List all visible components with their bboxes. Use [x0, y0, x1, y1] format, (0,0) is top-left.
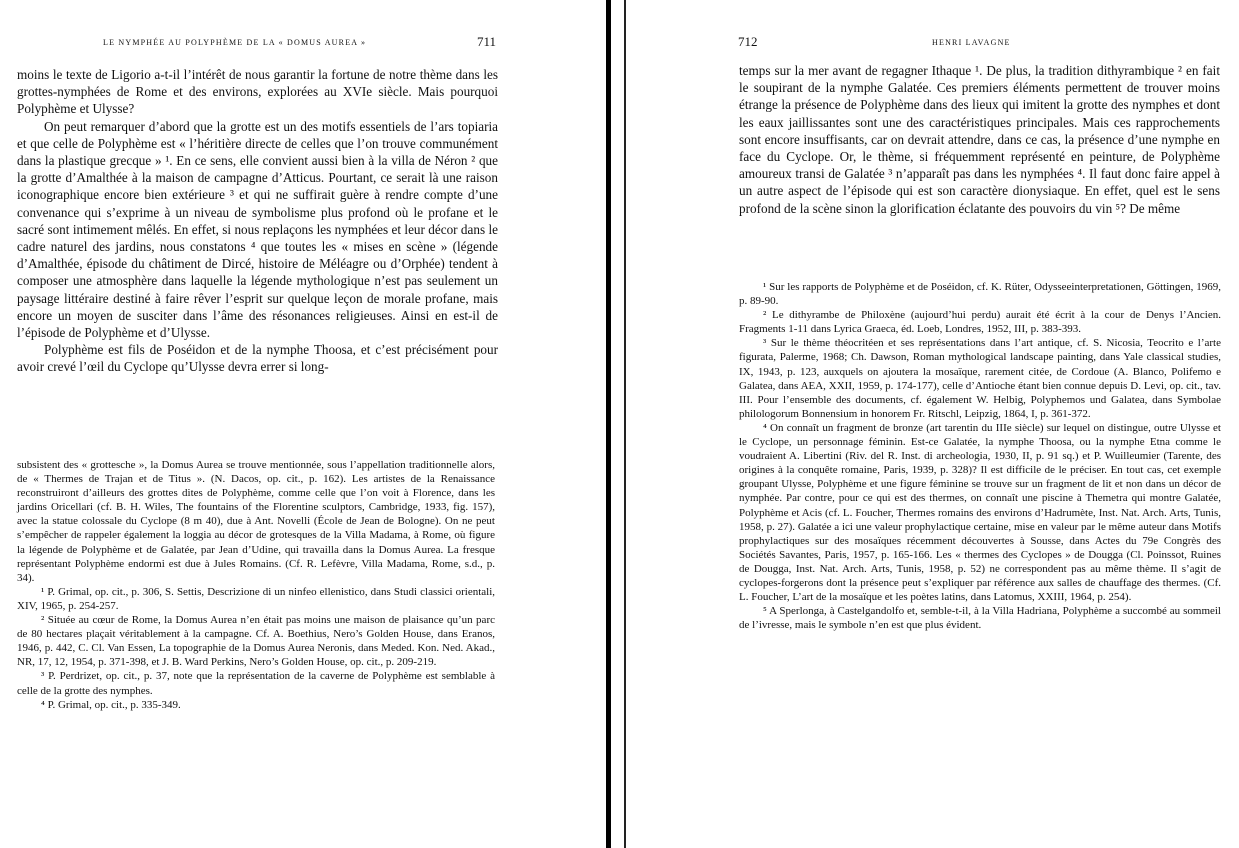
gutter-divider [606, 0, 611, 848]
footnote: ³ Sur le thème théocritéen et ses représentations dans l’art antique, cf. S. Nicosia, Teocrito e l’arte figurata, Palerme, 1968; Ch. Dawson, Roman mythological landscape painting, dans Yale classical studies, IX, 1943, p. 123, auxquels on ajoutera la mosaïque, rarement citée, de Cordoue (A. Blanco, Polifemo e Galatea, dans AEA, XXII, 1959, p. 174-177), celle d’Antioche étant bien connue depuis D. Levi, op. cit., tav. III. Pour l’ensemble des documents, cf. également W. Helbig, Polyphemos und Galatea, dans Symbolae philologorum Bonnensium in honorem Fr. Ritschl, Leipzig, 1864, I, p. 361-372. [739, 337, 1221, 420]
footnote: ⁵ A Sperlonga, à Castelgandolfo et, semble-t-il, à la Villa Hadriana, Polyphème a succombé au sommeil de l’ivresse, mais le symbole n’en est que plus évident. [739, 605, 1221, 632]
running-head-left: LE NYMPHÉE AU POLYPHÈME DE LA « DOMUS AUREA » [103, 38, 367, 47]
left-page [0, 0, 606, 848]
footnote: ⁴ P. Grimal, op. cit., p. 335-349. [41, 698, 181, 711]
footnote: ² Le dithyrambe de Philoxène (aujourd’hui perdu) aurait été écrit à la cour de Denys l’Ancien. Fragments 1-11 dans Lyrica Graeca, éd. Loeb, Londres, 1952, III, p. 383-393. [739, 309, 1221, 336]
body-paragraph: temps sur la mer avant de regagner Ithaque ¹. De plus, la tradition dithyrambique ² en fait le soupirant de la nymphe Galatée. Ces premiers éléments permettent de trouver moins étrange la présence de Polyphème dans des lieux qui imitent la grotte des nymphes et dont les eaux jaillissantes sont une des caractéristiques principales. Mais ces rapprochements sont encore insuffisants, car on devrait attendre, dans ce cas, la présence d’une nymphe en face du Cyclope. Or, le thème, si fréquemment représenté en peinture, de Polyphème amoureux transi de Galatée ³ n’apparaît pas dans les nymphées ⁴. Il faut donc faire appel à un autre aspect de l’épisode qui est son caractère dionysiaque. En effet, quel est le sens profond de la scène sinon la glorification éclatante des pouvoirs du vin ⁵? De même [739, 63, 1220, 216]
footnotes-left [17, 458, 495, 712]
body-paragraph: moins le texte de Ligorio a-t-il l’intérêt de nous garantir la fortune de notre thème dans les grottes-nymphées de Rome et des environs, explorées au XVIe siècle. Mais pourquoi Polyphème et Ulysse? [17, 67, 498, 117]
footnote: ¹ Sur les rapports de Polyphème et de Poséidon, cf. K. Rüter, Odysseeinterpretationen, Göttingen, 1969, p. 89-90. [739, 281, 1221, 308]
footnotes-right [739, 280, 1221, 632]
body-paragraph: On peut remarquer d’abord que la grotte est un des motifs essentiels de l’ars topiaria et que celle de Polyphème est « l’héritière directe de celles que l’on trouve communément dans la plastique grecque » ¹. En ce sens, elle convient aussi bien à la villa de Néron ² que la grotte d’Amalthée à la maison de campagne d’Atticus. Pourtant, ce serait là une raison iconographique encore bien extérieure ³ et qui ne suffirait guère à rendre compte d’une convenance qui s’exprime à un niveau de symbolisme plus profond où le profane et le sacré sont intimement mêlés. En effet, si nous replaçons les nymphées et leur décor dans le cadre naturel des jardins, nous constatons ⁴ que toutes les « mises en scène » (légende d’Amalthée, épisode du châtiment de Dircé, histoire de Méléagre ou d’Orphée) tendent à composer une atmosphère dans laquelle la légende mythologique n’est pas seulement un paysage littéraire destiné à faire rêver l’esprit sur quelque leçon de morale profane, mais encore un moyen de susciter dans l’âme des résonances religieuses. Ainsi en est-il de l’épisode de Polyphème et d’Ulysse. [17, 118, 498, 341]
footnote: ² Située au cœur de Rome, la Domus Aurea n’en était pas moins une maison de plaisance qu’un parc de 80 hectares plaçait véritablement à la campagne. Cf. A. Boethius, Nero’s Golden House, dans Eranos, 1946, p. 442, C. Cl. Van Essen, La topographie de la Domus Aurea Neronis, dans Meded. Kon. Ned. Akad., NR, 17, 12, 1954, p. 371-398, et J. B. Ward Perkins, Nero’s Golden House, op. cit., p. 209-219. [17, 614, 495, 669]
gutter-divider-thin [624, 0, 626, 848]
body-paragraph: Polyphème est fils de Poséidon et de la nymphe Thoosa, et c’est précisément pour avoir crevé l’œil du Cyclope qu’Ulysse devra errer si long- [17, 342, 498, 375]
body-text-left [17, 66, 498, 376]
footnote: ³ P. Perdrizet, op. cit., p. 37, note que la représentation de la caverne de Polyphème est semblable à celle de la grotte des nymphes. [17, 670, 495, 697]
page-number-left: 711 [477, 34, 497, 49]
footnote: subsistent des « grottesche », la Domus Aurea se trouve mentionnée, sous l’appellation traditionnelle alors, de « Thermes de Trajan et de Titus ». (N. Dacos, op. cit., p. 162). Les artistes de la Renaissance reconstruiront d’ailleurs des grottes dites de Polyphème, comme celle que l’on voit à Florence, dans les jardins Oricellari (cf. B. H. Wiles, The fountains of the Florentine sculptors, Cambridge, 1933, fig. 157), avec la statue colossale du Cyclope (8 m 40), due à Ant. Novelli (École de Jean de Bologne). On ne peut s’empêcher de rappeler également la loggia au décor de grotesques de la Villa Madama, à Rome, où figure la légende de Polyphème et de Galatée, par Jean d’Udine, qui travailla dans la Domus Aurea. La fresque représentant Polyphème endormi est due à Jules Romains. (Cf. R. Lefèvre, Villa Madama, Rome, s.d., p. 34). [17, 459, 495, 584]
footnote: ¹ P. Grimal, op. cit., p. 306, S. Settis, Descrizione di un ninfeo ellenistico, dans Studi classici orientali, XIV, 1965, p. 254-257. [17, 585, 495, 612]
running-head-right: HENRI LAVAGNE [932, 38, 1011, 47]
footnote: ⁴ On connaît un fragment de bronze (art tarentin du IIIe siècle) sur lequel on distingue, outre Ulysse et le Cyclope, un personnage féminin. Est-ce Galatée, la nymphe Thoosa, ou la nymphe Etna comme le voudraient A. Libertini (Riv. del R. Inst. di archeologia, 1930, II, p. 91 sq.) et P. Wuilleumier (Tarente, des origines à la conquête romaine, Paris, 1939, p. 328)? Il est difficile de le préciser. En tout cas, cet exemple groupant Ulysse, Polyphème et une figure féminine se trouve sur un fragment de lit et non dans un décor de nymphée. Par contre, pour ce qui est des thermes, on connaît une piscine à Themetra qui montre Galatée, Polyphème et Acis (cf. L. Foucher, Thermes romains des environs d’Hadrumète, Inst. Nat. Arch. Arts, Tunis, 1958, p. 27). Galatée a ici une valeur prophylactique certaine, mise en valeur par le même auteur dans Motifs prophylactiques sur des mosaïques récemment découvertes à Sousse, dans Actes du 79e Congrès des Sociétés Savantes, Paris, 1957, p. 165-166. Les « thermes des Cyclopes » de Dougga (Cl. Poinssot, Ruines de Dougga, Inst. Nat. Arch. Arts, Tunis, 1958, p. 52) ne correspondent pas au même thème. Il s’agit de cyclopes-forgerons dont la présence peut s’expliquer par référence aux salles de chauffage des thermes. (Cf. L. Foucher, L’art de la mosaïque et les poètes latins, dans Latomus, XXIII, 1964, p. 254). [739, 421, 1221, 604]
body-text-right [739, 62, 1220, 217]
page-number-right: 712 [738, 34, 758, 49]
right-page [628, 0, 1239, 848]
